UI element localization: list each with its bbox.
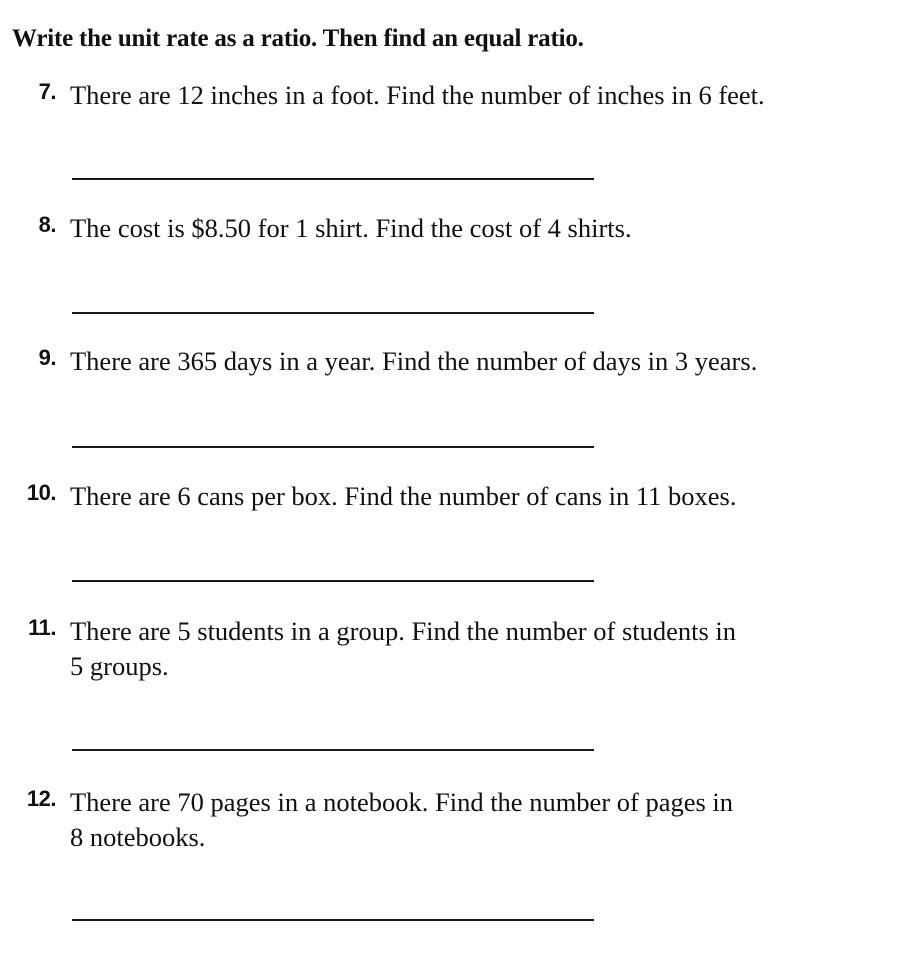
- problem-text-line-1: There are 70 pages in a notebook. Find the number of pages in: [70, 787, 734, 817]
- problem-number: 12.: [26, 786, 56, 811]
- problem-text-line-1: There are 365 days in a year. Find the number of days in 3 years.: [70, 346, 758, 376]
- answer-line-11[interactable]: [72, 749, 594, 751]
- problem-text-line-2: 5 groups.: [70, 651, 169, 681]
- answer-line-9[interactable]: [72, 446, 594, 448]
- problem-text-line-1: There are 5 students in a group. Find the number of students in: [70, 616, 737, 646]
- problem-text-line-1: The cost is $8.50 for 1 shirt. Find the cost of 4 shirts.: [70, 213, 632, 243]
- problem-text-line-1: There are 6 cans per box. Find the number of cans in 11 boxes.: [70, 481, 737, 511]
- problem-number: 11.: [28, 615, 56, 640]
- problem-text-line-1: There are 12 inches in a foot. Find the number of inches in 6 feet.: [70, 80, 765, 110]
- problem-number: 7.: [38, 79, 56, 104]
- problem-number: 10.: [26, 480, 56, 505]
- instruction-heading: Write the unit rate as a ratio. Then find an equal ratio.: [12, 25, 584, 52]
- answer-line-7[interactable]: [72, 178, 594, 180]
- problem-number: 8.: [38, 212, 56, 237]
- answer-line-10[interactable]: [72, 580, 594, 582]
- problem-text-line-2: 8 notebooks.: [70, 822, 206, 852]
- problem-number: 9.: [38, 345, 56, 370]
- answer-line-8[interactable]: [72, 312, 594, 314]
- answer-line-12[interactable]: [72, 919, 594, 921]
